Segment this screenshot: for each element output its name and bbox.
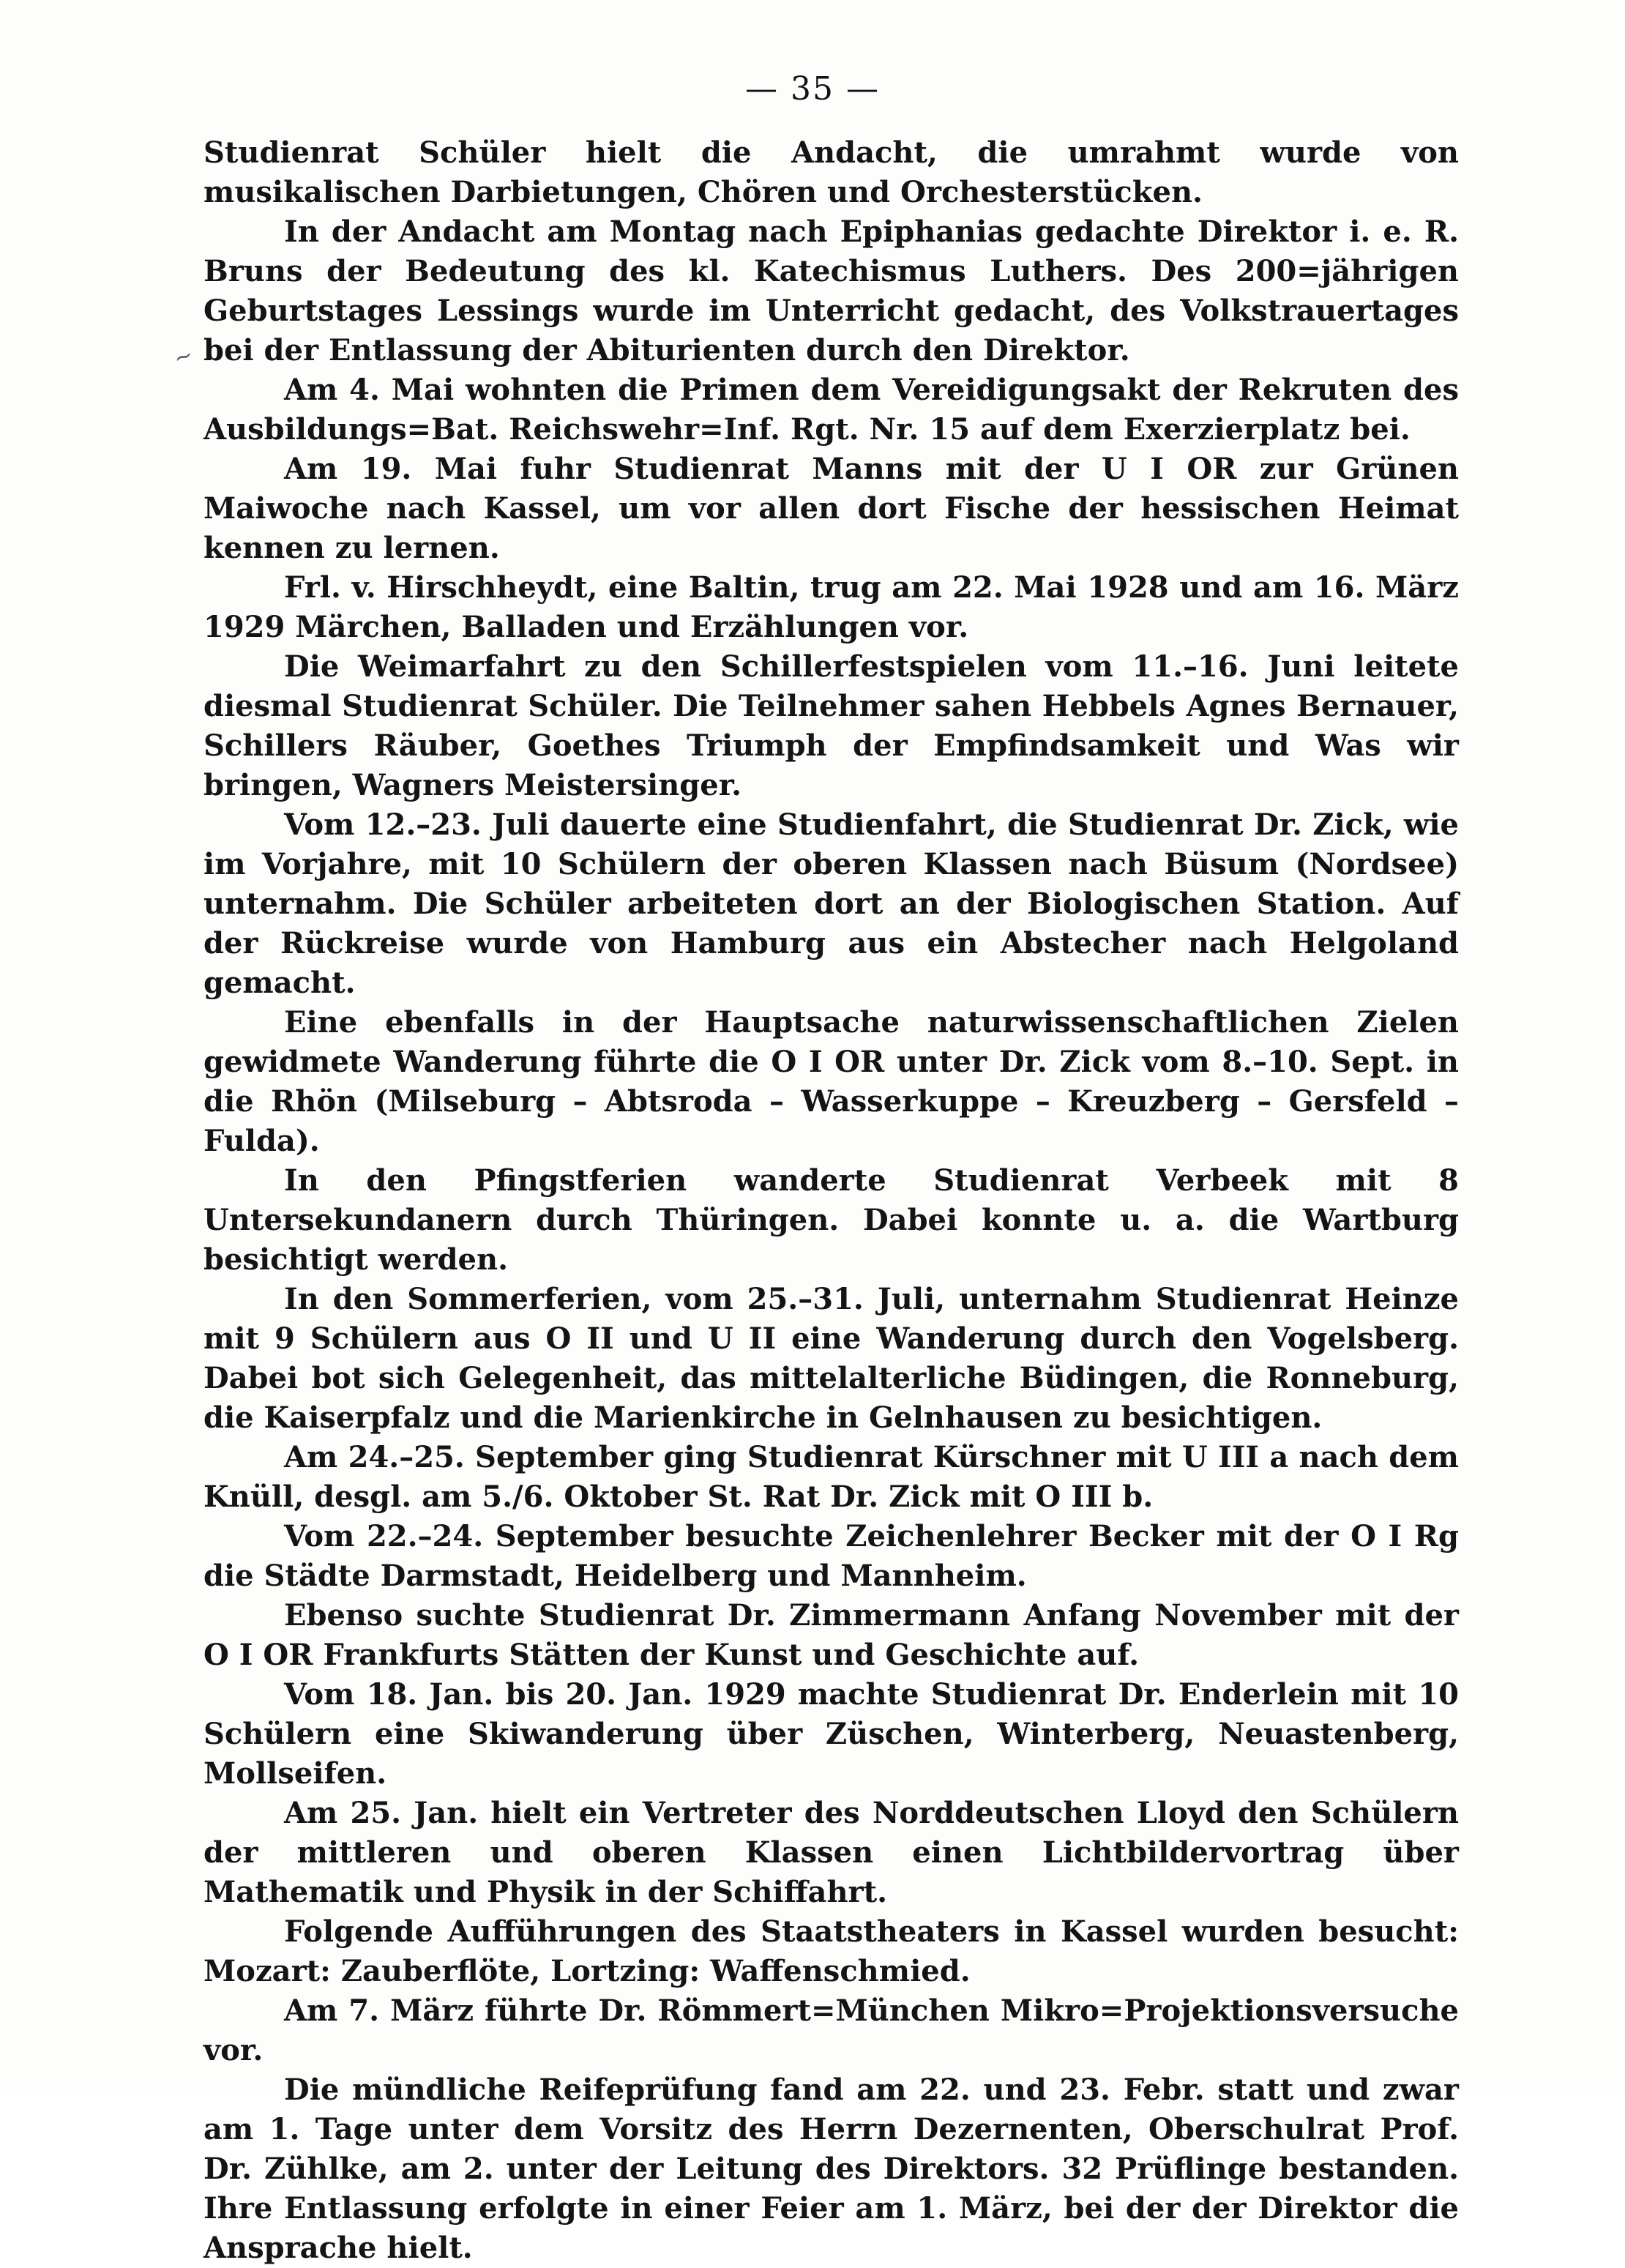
paragraph: Folgende Aufführungen des Staatstheaters in Kassel wurden besucht: Mozart: Zauberflöte, Lortzing: Waffenschmied. (203, 1914, 1459, 1988)
paragraph: Ebenso suchte Studienrat Dr. Zimmermann Anfang November mit der O I OR Frankfurts Stätten der Kunst und Geschichte auf. (203, 1598, 1459, 1672)
page-body (203, 133, 1459, 2268)
paragraph: Eine ebenfalls in der Hauptsache naturwissenschaftlichen Zielen gewidmete Wanderung führte die O I OR unter Dr. Zick vom 8.–10. Sept. in die Rhön (Milseburg – Abtsroda – Wasserkuppe – Kreuzberg – Gersfeld – Fulda). (203, 1005, 1459, 1158)
paragraph: Frl. v. Hirschheydt, eine Baltin, trug am 22. Mai 1928 und am 16. März 1929 Märchen, Balladen und Erzählungen vor. (203, 570, 1459, 644)
paragraph: Studienrat Schüler hielt die Andacht, die umrahmt wurde von musikalischen Darbietungen, Chören und Orchesterstücken. (203, 135, 1459, 209)
paragraph: Am 19. Mai fuhr Studienrat Manns mit der U I OR zur Grünen Maiwoche nach Kassel, um vor allen dort Fische der hessischen Heimat kennen zu lernen. (203, 452, 1459, 565)
paragraph: In den Pfingstferien wanderte Studienrat Verbeek mit 8 Untersekundanern durch Thüringen. Dabei konnte u. a. die Wartburg besichtigt werden. (203, 1163, 1459, 1277)
paragraph: Am 24.–25. September ging Studienrat Kürschner mit U III a nach dem Knüll, desgl. am 5./6. Oktober St. Rat Dr. Zick mit O III b. (203, 1440, 1459, 1514)
paragraph: Vom 12.–23. Juli dauerte eine Studienfahrt, die Studienrat Dr. Zick, wie im Vorjahre, mit 10 Schülern der oberen Klassen nach Büsum (Nordsee) unternahm. Die Schüler arbeiteten dort an der Biologischen Station. Auf der Rückreise wurde von Hamburg aus ein Abstecher nach Helgoland gemacht. (203, 807, 1459, 1000)
paragraph: Am 25. Jan. hielt ein Vertreter des Norddeutschen Lloyd den Schülern der mittleren und oberen Klassen einen Lichtbildervortrag über Mathematik und Physik in der Schiffahrt. (203, 1796, 1459, 1909)
page-number: — 35 — (745, 70, 880, 108)
paragraph: Vom 22.–24. September besuchte Zeichenlehrer Becker mit der O I Rg die Städte Darmstadt, Heidelberg und Mannheim. (203, 1519, 1459, 1593)
paragraph: In der Andacht am Montag nach Epiphanias gedachte Direktor i. e. R. Bruns der Bedeutung des kl. Katechismus Luthers. Des 200=jährigen Geburtstages Lessings wurde im Unterricht gedacht, des Volkstrauertages bei der Entlassung der Abiturienten durch den Direktor. (203, 215, 1459, 368)
paragraph: Die mündliche Reifeprüfung fand am 22. und 23. Febr. statt und zwar am 1. Tage unter dem Vorsitz des Herrn Dezernenten, Oberschulrat Prof. Dr. Zühlke, am 2. unter der Leitung des Direktors. 32 Prüflinge bestanden. Ihre Entlassung erfolgte in einer Feier am 1. März, bei der der Direktor die Ansprache hielt. (203, 2073, 1459, 2265)
paragraph: Am 7. März führte Dr. Römmert=München Mikro=Projektionsversuche vor. (203, 1993, 1459, 2067)
paragraph: In den Sommerferien, vom 25.–31. Juli, unternahm Studienrat Heinze mit 9 Schülern aus O II und U II eine Wanderung durch den Vogelsberg. Dabei bot sich Gelegenheit, das mittelalterliche Büdingen, die Ronneburg, die Kaiserpfalz und die Marienkirche in Gelnhausen zu besichtigen. (203, 1282, 1459, 1435)
margin-mark-icon: ~ (170, 341, 197, 373)
paragraph: Die Weimarfahrt zu den Schillerfestspielen vom 11.–16. Juni leitete diesmal Studienrat Schüler. Die Teilnehmer sahen Hebbels Agnes Bernauer, Schillers Räuber, Goethes Triumph der Empfindsamkeit und Was wir bringen, Wagners Meistersinger. (203, 649, 1459, 802)
paragraph: Vom 18. Jan. bis 20. Jan. 1929 machte Studienrat Dr. Enderlein mit 10 Schülern eine Skiwanderung über Züschen, Winterberg, Neuastenberg, Mollseifen. (203, 1677, 1459, 1791)
paragraph: Am 4. Mai wohnten die Primen dem Vereidigungsakt der Rekruten des Ausbildungs=Bat. Reichswehr=Inf. Rgt. Nr. 15 auf dem Exerzierplatz bei. (203, 373, 1459, 447)
